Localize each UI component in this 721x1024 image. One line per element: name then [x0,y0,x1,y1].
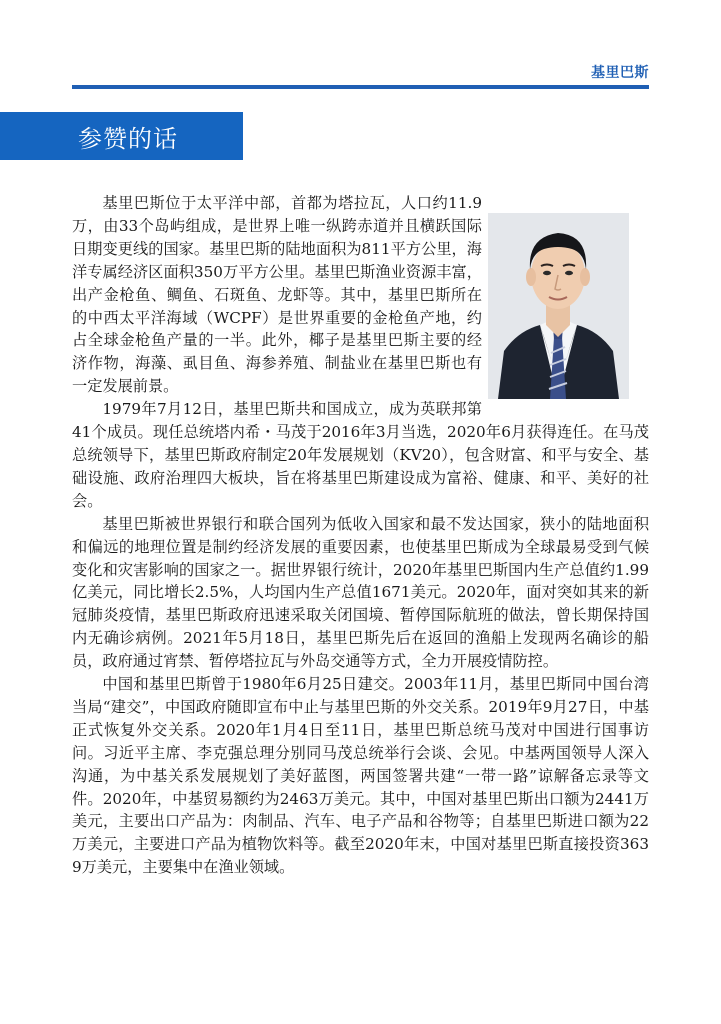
paragraph-geography: 基里巴斯位于太平洋中部，首都为塔拉瓦，人口约11.9万，由33个岛屿组成，是世界上唯一纵跨赤道并且横跃国际日期变更线的国家。基里巴斯的陆地面积为811平方公里，海洋专属经济区面积350万平方公里。基里巴斯渔业资源丰富，出产金枪鱼、鲷鱼、石斑鱼、龙虾等。其中，基里巴斯所在的中西太平洋海域（WCPF）是世界重要的金枪鱼产地，约占全球金枪鱼产量的一半。此外，椰子是基里巴斯主要的经济作物，海藻、虱目鱼、海参养殖、制盐业在基里巴斯也有一定发展前景。 [72,194,482,396]
paragraph-economy: 基里巴斯被世界银行和联合国列为低收入国家和最不发达国家，狭小的陆地面积和偏远的地理位置是制约经济发展的重要因素，也使基里巴斯成为全球最易受到气候变化和灾害影响的国家之一。据世界银行统计，2020年基里巴斯国内生产总值约1.99亿美元，同比增长2.5%，人均国内生产总值1671美元。2020年，面对突如其来的新冠肺炎疫情，基里巴斯政府迅速采取关闭国境、暂停国际航班的做法，曾长期保持国内无确诊病例。2021年5月18日，基里巴斯先后在返回的渔船上发现两名确诊的船员，政府通过宵禁、暂停塔拉瓦与外岛交通等方式，全力开展疫情防控。 [72,514,649,671]
portrait-text-wrap [482,192,649,412]
header-rule [72,85,649,89]
paragraph-politics: 1979年7月12日，基里巴斯共和国成立，成为英联邦第41个成员。现任总统塔内希・马茂于2016年3月当选，2020年6月获得连任。在马茂总统领导下，基里巴斯政府制定20年发展规划（KV20），包含财富、和平与安全、基础设施、政府治理四大板块，旨在将基里巴斯建设成为富裕、健康、和平、美好的社会。 [72,400,649,510]
section-title: 参赞的话 [78,125,178,153]
body-text [72,192,649,879]
running-header-country: 基里巴斯 [591,65,649,81]
paragraph-relations: 中国和基里巴斯曾于1980年6月25日建交。2003年11月，基里巴斯同中国台湾当局“建交”，中国政府随即宣布中止与基里巴斯的外交关系。2019年9月27日，中基正式恢复外交关系。2020年1月4日至11日，基里巴斯总统马茂对中国进行国事访问。习近平主席、李克强总理分别同马茂总统举行会谈、会见。中基两国领导人深入沟通，为中基关系发展规划了美好蓝图，两国签署共建“一带一路”谅解备忘录等文件。2020年，中基贸易额约为2463万美元。其中，中国对基里巴斯出口额为2441万美元，主要出口产品为：肉制品、汽车、电子产品和谷物等；自基里巴斯进口额为22万美元，主要进口产品为植物饮料等。截至2020年末，中国对基里巴斯直接投资3639万美元，主要集中在渔业领域。 [72,675,649,877]
